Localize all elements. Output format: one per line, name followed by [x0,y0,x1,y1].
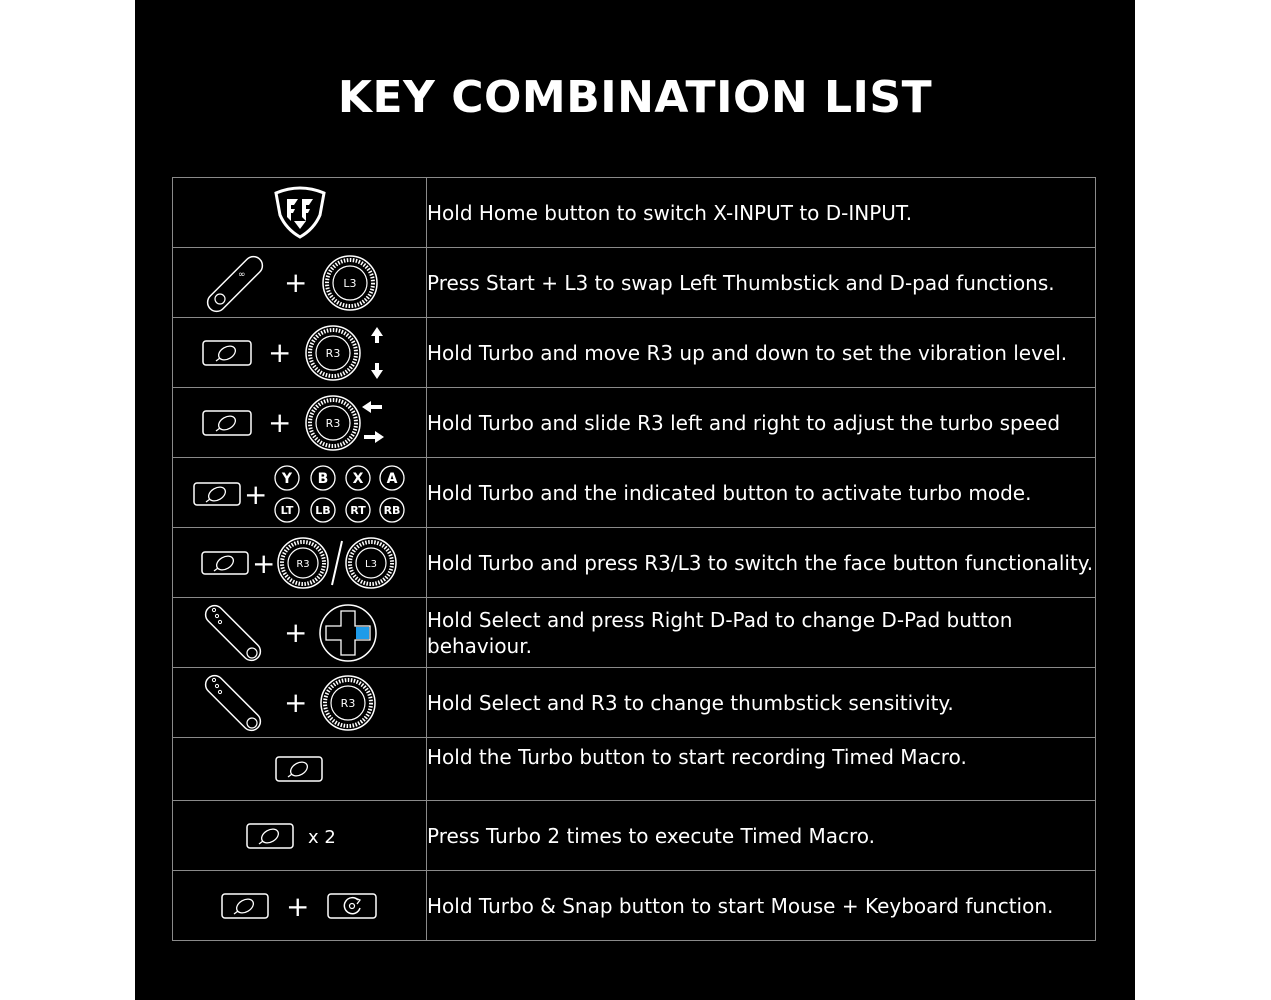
plus-icon: + [285,889,309,923]
icon-cell [173,528,427,598]
plus-icon: + [251,546,275,580]
table-row [173,738,1096,801]
icon-cell [173,598,427,668]
svg-text:LT: LT [280,503,294,517]
row-description: Press Start + L3 to swap Left Thumbstick and D-pad functions. [427,248,1096,318]
turbo-button-icon [194,483,240,505]
plus-icon: + [244,477,268,511]
key-combination-table [172,177,1096,941]
l3-thumbstick-icon [346,538,396,588]
svg-text:RB: RB [383,503,401,517]
icon-cell [173,738,427,801]
icon-cell [173,458,427,528]
table-row [173,248,1096,318]
svg-text:R3: R3 [325,416,340,430]
icon-group [200,393,400,453]
icon-cell [173,388,427,458]
l3-thumbstick-icon [323,256,377,310]
turbo-button-icon [222,894,268,918]
table-row [173,668,1096,738]
icon-group [200,602,400,664]
row-description: Hold Select and press Right D-Pad to change D-Pad button behaviour. [427,598,1096,668]
arrow-up-down-icon [371,327,383,379]
icon-cell [173,801,427,871]
row-description: Hold Turbo and slide R3 left and right to adjust the turbo speed [427,388,1096,458]
row-description: Hold Home button to switch X-INPUT to D-INPUT. [427,178,1096,248]
svg-text:Y: Y [281,470,293,487]
plus-icon: + [283,265,307,299]
turbo-button-icon [274,754,326,784]
slash-divider [332,541,342,585]
select-button-icon [201,602,263,664]
icon-group [245,818,355,854]
turbo-button-icon [203,411,251,435]
table-row [173,871,1096,941]
r3-thumbstick-icon [306,326,360,380]
icon-group [200,323,400,383]
turbo-button-icon [203,341,251,365]
arrow-left-right-icon [362,401,384,443]
plus-icon: + [267,405,291,439]
table-row [173,801,1096,871]
r3-thumbstick-icon [306,396,360,450]
svg-text:LB: LB [315,503,331,517]
plus-icon: + [267,335,291,369]
turbo-button-icon [247,824,293,848]
table-row [173,388,1096,458]
select-button-icon [201,672,263,734]
row-description: Hold Turbo and move R3 up and down to set the vibration level. [427,318,1096,388]
row-description: Hold Turbo and the indicated button to activate turbo mode. [427,458,1096,528]
turbo-button-icon [202,552,248,574]
row-description: Hold Select and R3 to change thumbstick sensitivity. [427,668,1096,738]
icon-group [192,461,407,525]
icon-cell [173,668,427,738]
dpad-right-icon [320,605,376,661]
svg-text:R3: R3 [325,346,340,360]
row-description: Press Turbo 2 times to execute Timed Macro. [427,801,1096,871]
row-description: Hold the Turbo button to start recording Timed Macro. [427,738,1096,801]
icon-cell [173,871,427,941]
plus-icon: + [283,685,307,719]
svg-text:B: B [317,470,329,487]
row-description: Hold Turbo & Snap button to start Mouse + Keyboard function. [427,871,1096,941]
plus-icon: + [283,615,307,649]
svg-text:A: A [386,470,398,487]
page-title: KEY COMBINATION LIST [337,72,933,123]
table-row [173,178,1096,248]
svg-text:∞: ∞ [237,269,245,280]
snap-button-icon [328,894,376,918]
svg-text:RT: RT [350,503,366,517]
icon-cell [173,248,427,318]
r3-thumbstick-icon [321,676,375,730]
table-row [173,598,1096,668]
svg-text:R3: R3 [295,558,310,570]
svg-text:R3: R3 [340,696,355,710]
face-buttons-icon [275,466,404,522]
icon-cell [173,318,427,388]
home-logo-icon [270,185,330,241]
row-description: Hold Turbo and press R3/L3 to switch the face button functionality. [427,528,1096,598]
icon-cell [173,178,427,248]
table-row [173,458,1096,528]
svg-text:L3: L3 [342,276,357,290]
key-combination-panel [135,0,1135,1000]
table-row [173,318,1096,388]
svg-text:L3: L3 [364,558,377,570]
icon-group [200,253,400,313]
icon-group [200,672,400,734]
icon-group [200,533,400,593]
multiplier-label: x 2 [307,826,336,848]
icon-group [220,888,380,924]
svg-text:X: X [352,470,364,487]
start-button-icon [203,253,265,313]
r3-thumbstick-icon [278,538,328,588]
table-row [173,528,1096,598]
